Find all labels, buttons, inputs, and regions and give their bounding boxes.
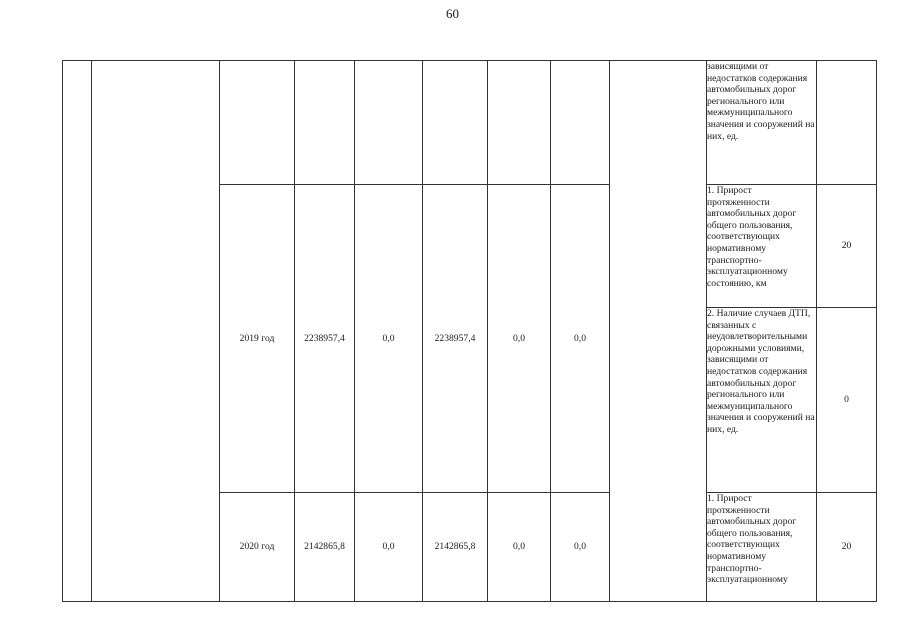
other-cell: 0,0 — [551, 493, 610, 602]
page-number: 60 — [446, 6, 459, 21]
indicator-cell: 2. Наличие случаев ДТП, связанных с неудовлетворительными дорожными условиями, зависящими от недостатков содержания автомобильных дорог регионального или межмуниципального значения и сооружений на них, ед. — [707, 308, 817, 493]
total-cell — [295, 61, 355, 185]
other-cell — [551, 61, 610, 185]
indicator-value-cell: 20 — [817, 185, 877, 308]
total-cell: 2238957,4 — [295, 185, 355, 493]
indicator-cell: зависящими от недостатков содержания автомобильных дорог регионального или межмуниципального значения и сооружений на них, ед. — [707, 61, 817, 185]
regional-cell — [423, 61, 488, 185]
year-cell: 2020 год — [220, 493, 295, 602]
year-cell — [220, 61, 295, 185]
budget-table — [62, 60, 877, 602]
table-row — [63, 61, 877, 185]
local-cell — [488, 61, 551, 185]
total-cell: 2142865,8 — [295, 493, 355, 602]
federal-cell — [355, 61, 423, 185]
regional-cell: 2142865,8 — [423, 493, 488, 602]
number-cell — [63, 61, 92, 602]
year-cell: 2019 год — [220, 185, 295, 493]
indicator-value-cell: 0 — [817, 308, 877, 493]
indicator-cell: 1. Прирост протяженности автомобильных дорог общего пользования, соответствующих нормативному транспортно-эксплуатационному состоянию, км — [707, 185, 817, 308]
indicator-value-cell: 20 — [817, 493, 877, 602]
indicator-cell: 1. Прирост протяженности автомобильных дорог общего пользования, соответствующих нормативному транспортно-эксплуатационному — [707, 493, 817, 602]
name-cell — [92, 61, 220, 602]
federal-cell: 0,0 — [355, 493, 423, 602]
indicator-value-cell — [817, 61, 877, 185]
executor-cell — [610, 61, 707, 602]
regional-cell: 2238957,4 — [423, 185, 488, 493]
federal-cell: 0,0 — [355, 185, 423, 493]
local-cell: 0,0 — [488, 493, 551, 602]
local-cell: 0,0 — [488, 185, 551, 493]
other-cell: 0,0 — [551, 185, 610, 493]
